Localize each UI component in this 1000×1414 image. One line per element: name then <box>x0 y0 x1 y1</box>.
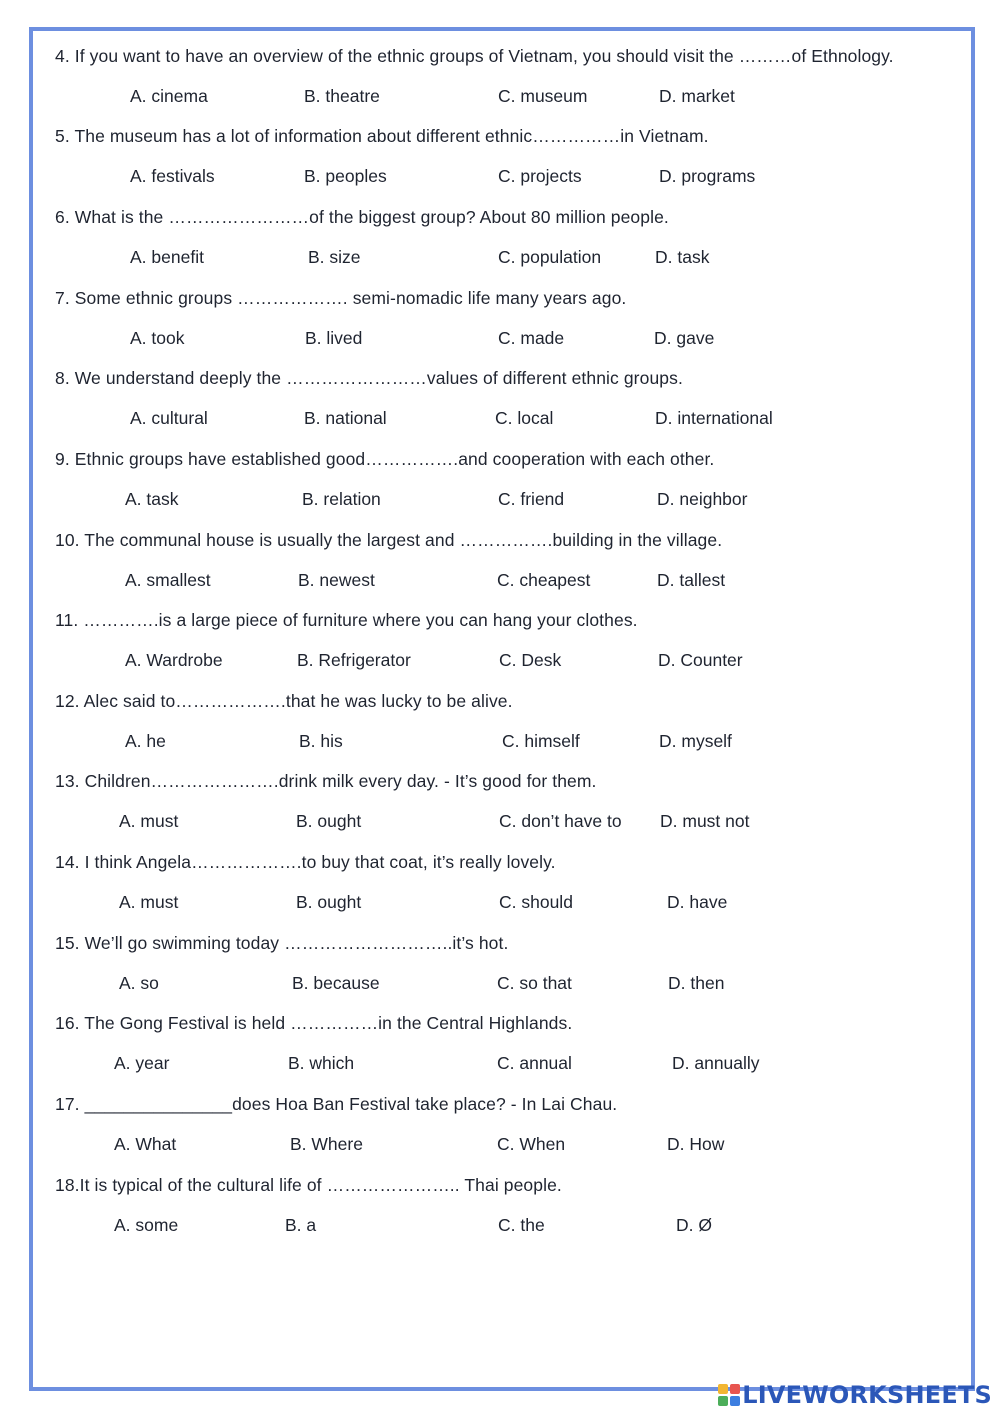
answer-option-b[interactable]: B. because <box>292 973 380 993</box>
answer-option-c[interactable]: C. population <box>498 247 602 267</box>
answer-option-d[interactable]: D. Counter <box>658 650 743 670</box>
answer-option-c[interactable]: C. annual <box>497 1053 572 1073</box>
answer-option-c[interactable]: C. local <box>495 408 554 428</box>
answer-option-a[interactable]: A. he <box>125 731 166 751</box>
answer-option-d[interactable]: D. gave <box>654 328 715 348</box>
question-stem: 11. ………….is a large piece of furniture where you can hang your clothes. <box>55 610 638 630</box>
answer-option-a[interactable]: A. took <box>130 328 185 348</box>
question-stem: 5. The museum has a lot of information about different ethnic……………in Vietnam. <box>55 126 709 146</box>
answer-option-b[interactable]: B. national <box>304 408 387 428</box>
question-stem: 7. Some ethnic groups ………………. semi-nomadic life many years ago. <box>55 288 627 308</box>
question-stem: 15. We’ll go swimming today ………………………..it’s hot. <box>55 933 509 953</box>
answer-option-d[interactable]: D. annually <box>672 1053 760 1073</box>
answer-option-d[interactable]: D. must not <box>660 811 750 831</box>
answer-option-a[interactable]: A. so <box>119 973 159 993</box>
answer-option-d[interactable]: D. have <box>667 892 728 912</box>
brand-logo <box>718 1382 992 1408</box>
answer-option-d[interactable]: D. programs <box>659 166 756 186</box>
answer-option-b[interactable]: B. newest <box>298 570 375 590</box>
answer-option-b[interactable]: B. theatre <box>304 86 380 106</box>
question-stem: 17. _______________does Hoa Ban Festival take place? - In Lai Chau. <box>55 1094 618 1114</box>
answer-option-a[interactable]: A. cultural <box>130 408 208 428</box>
answer-option-c[interactable]: C. cheapest <box>497 570 591 590</box>
question-stem: 9. Ethnic groups have established good…………….and cooperation with each other. <box>55 449 715 469</box>
logo-grid-icon <box>718 1384 740 1406</box>
answer-option-c[interactable]: C. the <box>498 1215 545 1235</box>
answer-option-c[interactable]: C. When <box>497 1134 566 1154</box>
answer-option-a[interactable]: A. must <box>119 892 179 912</box>
question-stem: 14. I think Angela……………….to buy that coat, it’s really lovely. <box>55 852 556 872</box>
answer-option-b[interactable]: B. a <box>285 1215 317 1235</box>
question-stem: 18.It is typical of the cultural life of ………………….. Thai people. <box>55 1175 562 1195</box>
question-stem: 13. Children………………….drink milk every day. - It’s good for them. <box>55 771 597 791</box>
question-stem: 8. We understand deeply the ……………………values of different ethnic groups. <box>55 368 683 388</box>
answer-option-d[interactable]: D. then <box>668 973 725 993</box>
answer-option-b[interactable]: B. relation <box>302 489 381 509</box>
question-stem: 12. Alec said to……………….that he was lucky to be alive. <box>55 691 513 711</box>
answer-option-a[interactable]: A. Wardrobe <box>125 650 223 670</box>
question-stem: 6. What is the ……………………of the biggest group? About 80 million people. <box>55 207 669 227</box>
answer-option-d[interactable]: D. international <box>655 408 773 428</box>
answer-option-c[interactable]: C. friend <box>498 489 565 509</box>
question-stem: 10. The communal house is usually the largest and …………….building in the village. <box>55 530 723 550</box>
answer-option-c[interactable]: C. projects <box>498 166 582 186</box>
answer-option-b[interactable]: B. his <box>299 731 343 751</box>
answer-option-a[interactable]: A. must <box>119 811 179 831</box>
answer-option-d[interactable]: D. market <box>659 86 735 106</box>
answer-option-a[interactable]: A. festivals <box>130 166 215 186</box>
answer-option-d[interactable]: D. Ø <box>676 1215 712 1235</box>
answer-option-b[interactable]: B. lived <box>305 328 363 348</box>
answer-option-b[interactable]: B. which <box>288 1053 355 1073</box>
answer-option-b[interactable]: B. Where <box>290 1134 363 1154</box>
answer-option-a[interactable]: A. What <box>114 1134 177 1154</box>
answer-option-d[interactable]: D. myself <box>659 731 732 751</box>
answer-option-c[interactable]: C. himself <box>502 731 580 751</box>
answer-option-b[interactable]: B. peoples <box>304 166 387 186</box>
answer-option-a[interactable]: A. some <box>114 1215 179 1235</box>
question-stem: 4. If you want to have an overview of the ethnic groups of Vietnam, you should visit the ………of Ethnology. <box>55 46 894 66</box>
answer-option-c[interactable]: C. Desk <box>499 650 562 670</box>
answer-option-b[interactable]: B. size <box>308 247 361 267</box>
answer-option-c[interactable]: C. so that <box>497 973 572 993</box>
answer-option-d[interactable]: D. neighbor <box>657 489 748 509</box>
answer-option-a[interactable]: A. task <box>125 489 179 509</box>
answer-option-c[interactable]: C. made <box>498 328 565 348</box>
answer-option-c[interactable]: C. museum <box>498 86 588 106</box>
question-stem: 16. The Gong Festival is held ……………in the Central Highlands. <box>55 1013 573 1033</box>
logo-text: LIVEWORKSHEETS <box>742 1381 992 1409</box>
answer-option-b[interactable]: B. Refrigerator <box>297 650 411 670</box>
answer-option-b[interactable]: B. ought <box>296 811 362 831</box>
answer-option-b[interactable]: B. ought <box>296 892 362 912</box>
answer-option-c[interactable]: C. should <box>499 892 573 912</box>
answer-option-d[interactable]: D. How <box>667 1134 725 1154</box>
answer-option-a[interactable]: A. benefit <box>130 247 204 267</box>
answer-option-a[interactable]: A. smallest <box>125 570 211 590</box>
answer-option-a[interactable]: A. year <box>114 1053 170 1073</box>
answer-option-c[interactable]: C. don’t have to <box>499 811 622 831</box>
answer-option-d[interactable]: D. tallest <box>657 570 726 590</box>
answer-option-d[interactable]: D. task <box>655 247 710 267</box>
answer-option-a[interactable]: A. cinema <box>130 86 208 106</box>
